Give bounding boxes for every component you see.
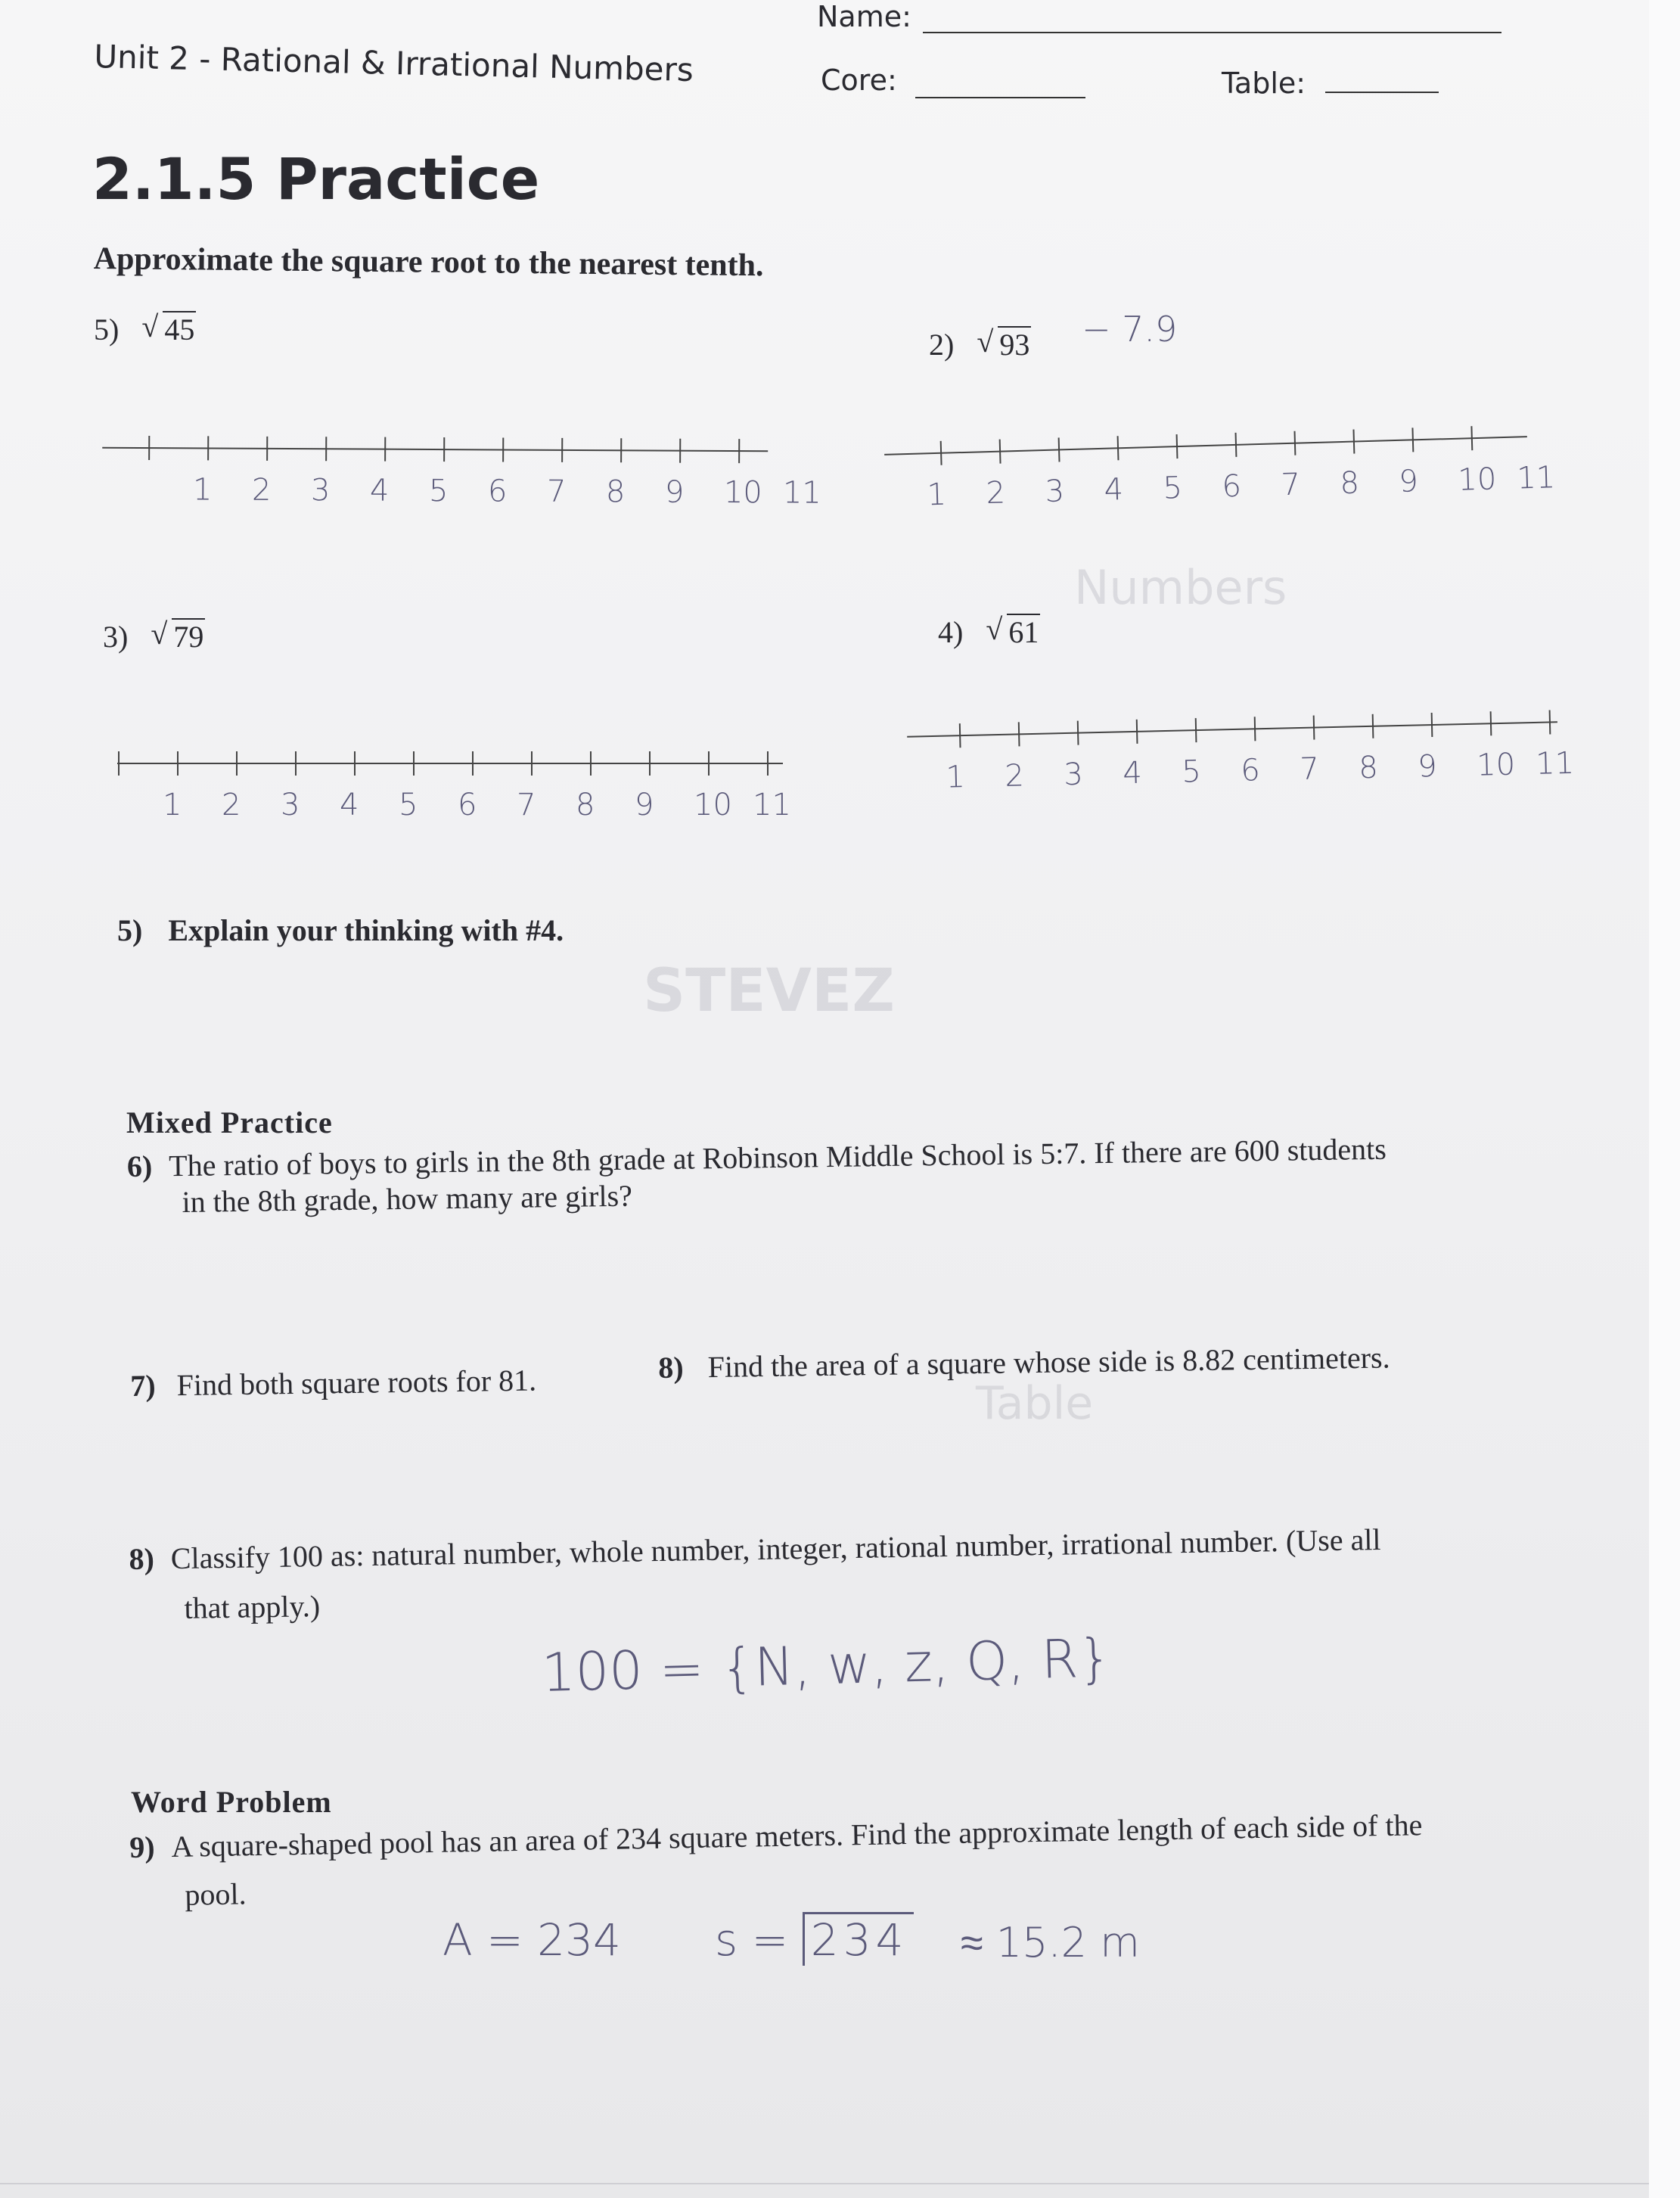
show-through-numbers: Numbers <box>1074 560 1287 615</box>
number-line-axis <box>907 722 1557 737</box>
number-line-label: 8 <box>1358 750 1379 786</box>
number-line-label: 3 <box>310 473 331 508</box>
number-line-tick <box>1471 426 1472 450</box>
number-line-tick <box>1078 721 1079 745</box>
handwritten-side <box>715 1912 914 1966</box>
number-line-label: 2 <box>1004 758 1025 794</box>
number-line-tick <box>1255 717 1256 741</box>
mixed-practice-heading: Mixed Practice <box>126 1105 333 1139</box>
question-6 <box>126 1101 1387 1221</box>
number-line-label: 1 <box>945 760 966 795</box>
question-text: Explain your thinking with #4. <box>168 913 564 947</box>
radical-sign: √ <box>151 617 168 651</box>
name-label: Name: <box>817 0 911 33</box>
question-number: 7) <box>130 1368 156 1403</box>
number-line-label: 11 <box>782 475 821 511</box>
question-6-line-1: The ratio of boys to girls in the 8th grade at Robinson Middle School is 5:7. If there are 600 students <box>168 1131 1387 1183</box>
number-line-label: 8 <box>1339 465 1360 502</box>
handwritten-classify-answer: 100 = {N, w, z, Q, R} <box>541 1627 1113 1704</box>
question-9-line-2: pool. <box>184 1876 247 1912</box>
bottom-rule <box>0 2183 1649 2184</box>
number-line-label: 4 <box>369 473 390 508</box>
number-line-label: 5 <box>1162 470 1183 506</box>
number-line-tick <box>1412 427 1413 452</box>
number-line-tick <box>1118 436 1119 460</box>
question-text: Find both square roots for 81. <box>176 1363 537 1403</box>
handwritten-area: A = 234 <box>443 1914 621 1966</box>
number-line-4 <box>906 696 1575 824</box>
show-through-table: Table <box>976 1377 1094 1430</box>
radicand: 93 <box>999 328 1030 362</box>
number-line-label: 2 <box>222 788 241 822</box>
handwritten-side-label: s = <box>715 1914 789 1966</box>
number-line-label: 4 <box>340 788 359 822</box>
number-line-label: 10 <box>694 788 732 822</box>
core-blank <box>915 97 1085 98</box>
number-line-label: 4 <box>1122 755 1143 791</box>
problem-sqrt45 <box>94 309 196 347</box>
radical-sign: √ <box>986 612 1003 646</box>
number-line-tick <box>1314 716 1315 740</box>
number-line-label: 1 <box>192 472 213 508</box>
number-line-tick <box>1491 711 1492 735</box>
question-text: Find the area of a square whose side is 8.82 centimeters. <box>707 1340 1390 1385</box>
number-line-3 <box>117 738 791 851</box>
number-line-label: 7 <box>1299 751 1320 787</box>
number-line-label: 8 <box>576 788 595 822</box>
number-line-label: 3 <box>1044 474 1065 509</box>
explain-question <box>117 912 564 948</box>
problem-sqrt79 <box>103 619 205 654</box>
problem-number: 3) <box>103 620 129 654</box>
number-line-label: 6 <box>1240 753 1261 788</box>
problem-sqrt61 <box>938 614 1040 650</box>
instructions: Approximate the square root to the nearest tenth. <box>93 241 764 284</box>
number-line-label: 6 <box>487 474 508 509</box>
number-line-label: 11 <box>753 788 791 822</box>
number-line-label: 1 <box>927 477 947 513</box>
number-line-label: 11 <box>1516 460 1556 496</box>
number-line-tick <box>1000 440 1001 464</box>
number-line-label: 9 <box>1398 464 1419 499</box>
number-line-label: 9 <box>635 788 654 822</box>
number-line-label: 6 <box>1221 468 1242 505</box>
problem-number: 2) <box>929 328 955 362</box>
number-line-tick <box>1353 430 1354 454</box>
number-line-tick <box>960 723 961 748</box>
number-line-2 <box>883 411 1556 535</box>
show-through-name: STEVEZ <box>643 957 895 1025</box>
number-line-label: 6 <box>458 788 477 822</box>
number-line-label: 2 <box>251 472 272 508</box>
number-line-label: 3 <box>1063 757 1084 793</box>
problem-sqrt93 <box>929 327 1031 362</box>
handwritten-result: ≈ 15.2 m <box>961 1919 1140 1966</box>
question-9-line-1: A square-shaped pool has an area of 234 square meters. Find the approximate length of each side of the <box>171 1808 1423 1864</box>
number-line-tick <box>1137 720 1138 744</box>
radicand: 79 <box>173 620 204 654</box>
number-line-label: 1 <box>163 788 182 822</box>
page-edge <box>1649 0 1680 2198</box>
page-title: 2.1.5 Practice <box>92 145 540 213</box>
number-line-label: 8 <box>605 474 626 510</box>
number-line-label: 7 <box>1280 467 1301 503</box>
number-line-tick <box>1550 710 1551 734</box>
number-line-label: 3 <box>281 788 300 822</box>
radicand: 45 <box>164 312 195 347</box>
name-blank <box>923 32 1501 33</box>
number-line-axis <box>884 437 1527 455</box>
number-line-label: 10 <box>723 475 762 511</box>
table-blank <box>1325 92 1439 93</box>
number-line-tick <box>1432 713 1433 737</box>
radical-sign: √ <box>977 325 994 359</box>
number-line-axis <box>102 448 768 452</box>
number-line-label: 5 <box>428 473 449 509</box>
number-line-tick <box>1196 718 1197 742</box>
number-line-label: 5 <box>399 788 418 822</box>
number-line-label: 2 <box>986 475 1006 511</box>
question-8-line-2: that apply.) <box>184 1589 321 1625</box>
number-line-tick <box>1059 437 1060 462</box>
question-number: 9) <box>129 1830 155 1864</box>
question-number: 6) <box>126 1149 153 1183</box>
handwritten-radical: 234 <box>803 1912 915 1966</box>
number-line-label: 4 <box>1103 472 1124 508</box>
unit-title: Unit 2 - Rational & Irrational Numbers <box>93 38 694 89</box>
problem-number: 4) <box>938 615 964 649</box>
word-problem-heading: Word Problem <box>131 1785 332 1819</box>
number-line-label: 7 <box>546 474 567 509</box>
question-number: 8) <box>129 1541 155 1576</box>
number-line-label: 11 <box>1535 745 1575 782</box>
number-line-label: 5 <box>1181 754 1202 790</box>
number-line-1 <box>102 422 821 539</box>
number-line-label: 10 <box>1476 747 1516 783</box>
question-7 <box>130 1363 536 1404</box>
question-9 <box>129 1771 1424 1920</box>
question-number: 8) <box>658 1350 684 1385</box>
radical-sign: √ <box>141 309 159 344</box>
number-line-tick <box>1236 433 1237 457</box>
number-line-tick <box>1177 434 1178 459</box>
number-line-label: 9 <box>1417 748 1438 785</box>
number-line-label: 7 <box>517 788 536 822</box>
question-8-line-1: Classify 100 as: natural number, whole number, integer, rational number, irrational number. (Use all <box>170 1522 1381 1576</box>
number-line-label: 10 <box>1457 462 1497 498</box>
number-line-label: 9 <box>664 474 685 510</box>
handwritten-answer-2: − 7.9 <box>1082 309 1178 350</box>
number-line-tick <box>1019 722 1020 746</box>
table-label: Table: <box>1222 67 1306 100</box>
core-label: Core: <box>821 64 897 97</box>
number-line-tick <box>1373 714 1374 738</box>
question-6-line-2: in the 8th grade, how many are girls? <box>182 1178 633 1219</box>
number-line-tick <box>941 441 942 465</box>
question-8-classify <box>129 1515 1382 1634</box>
problem-number: 5) <box>94 312 120 347</box>
number-line-tick <box>1295 431 1296 455</box>
radicand: 61 <box>1008 615 1039 649</box>
question-number: 5) <box>117 913 143 947</box>
